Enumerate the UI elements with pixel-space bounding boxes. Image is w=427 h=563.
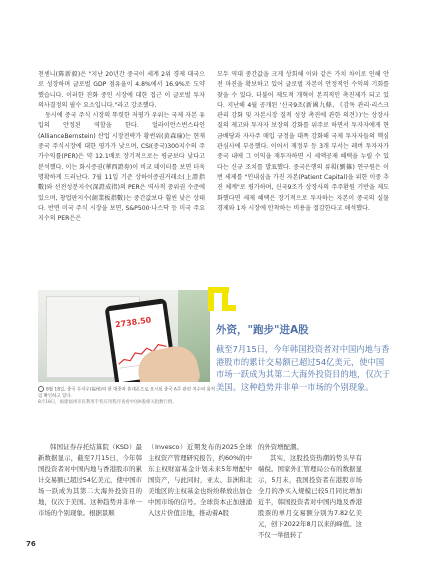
decoration-bar (228, 305, 236, 311)
chinese-text-column-3 (258, 442, 362, 541)
camera-icon (38, 386, 44, 392)
chinese-paragraph: 韩国证券存托结算院（KSD）最新数据显示，截至7月15日，今年韩国投资者对中国内地与香港股市的累计交易额已超过54亿美元，使中国市场一跃成为其第二大海外投资目的地，仅次于美国。这种趋势并非单一市场的个别现象。根据景顺 (38, 443, 142, 517)
caption-korean: 8월 18일, 중국 푸저우(福州)의 한 대중과 휴대폰으로 표시된 중국 A주 관련 지수의 움직임 확인하고 있다. (38, 387, 215, 399)
chinese-paragraph: 的外资增配潮。 (258, 443, 303, 451)
chinese-text-column-1 (38, 442, 142, 519)
chinese-paragraph: （Invesco）近期发布的2025全球主权资产管理研究报告，约60%的中东主权财富基金计划未来5年增配中国资产，与此同时，亚太、非洲和北美地区的主权基金也纷纷释放出加仓中国市场的信号。全球资本正加速涌入这片价值洼地，推动着A股 (148, 443, 252, 517)
korean-text-column-right (217, 70, 389, 280)
chinese-text-column-2 (148, 442, 252, 519)
decoration-bar (208, 287, 214, 311)
korean-paragraph: 모두 역대 중간값을 크게 상회해 이와 같은 가치 차이로 인해 안전 마진을 확보하고 있어 글로벌 자본이 안정적인 수익의 기회를 찾을 수 있다. 더불어 제도적 개혁이 본격적인 촉진제가 되고 있다. 지난해 4월 공개된 '신국9조(新國九條, 《감독 관리·리스크 관리 강화 및 자본시장 질적 성장 촉진에 관한 의견》)'는 상장사 질의 제고와 투자자 보장의 강화를 위주로 하면서 투자자에게 현금배당과 자사주 매입 규정을 대폭 강화해 국제 투자자들의 핵심 관심사에 부응했다. 이어서 재정부 등 3개 부서는 레버 투자자가 중국 내에 그 이익을 재투자하면 시 세액공제 혜택을 누릴 수 있다는 신규 조치를 발표했다. 중국은행의 류훠(劉篠) 연구원은 이번 세제를 "인내심을 가진 자본(Patient Capital)을 위한 이중 추진 체계"로 평가하며, 신국9조가 상장사의 주주환원 기반을 제도화했다면 세제 혜택은 장기적으로 투자하는 자본이 중국의 실물경제와 1차 시장에 안착하는 비용을 절감한다고 해석했다. (217, 71, 389, 212)
photo-caption (38, 386, 218, 406)
caption-chinese: 8月18日，福建福州市民利用手机应用程序查看中国A股相关指数行情。 (38, 399, 177, 405)
stock-app-photo (38, 290, 210, 382)
page-number: 76 (26, 540, 36, 548)
pull-quote: 截至7月15日，今年韩国投资者对中国内地与香港股市的累计交易额已超过54亿美元，使中国市场一跃成为其第二大海外投资目的地，仅次于美国。这种趋势并非单一市场的个别现象。 (216, 344, 391, 392)
korean-paragraph: 천센니(陈新毅)은 "지난 20년간 중국이 세계 2위 경제 대국으로 성장하며 글로벌 GDP 점유율이 4.8%에서 16.9%로 도약했습니다. 이러한 진화 중인 시장에 대한 접근 이 글로벌 투자 의사결정의 필수 요소입니다."라고 강조했다. (38, 71, 205, 109)
chinese-paragraph: 其实，这股投资热潮的势头早有端倪。国家外汇管理局公布的数据显示，5月末，我国投资者在港股市场全月的净买入规模已较5月同比增加近半，韩国投资者对中国内地及香港股票的单月交易额分别为7.82亿美元，创下2022年8月以来的峰值。这不仅一举扭转了 (258, 454, 362, 539)
section-subtitle: 外资，"跑步"进A股 (216, 324, 309, 336)
phone-price: 2738.50 (114, 315, 152, 330)
korean-text-column-left (38, 70, 205, 280)
korean-paragraph: 동시에 중국 주식 시장의 뚜렷한 저평가 우위는 국제 자본 유입의 안정된 역할을 한다. 얼라이언스번스타인(AllianceBernstein) 산업 시장전략가 황썬위(黄森瑜)는 현재 중국 주식시장에 대한 평가가 낮으며, CSI(중국)300지수의 주가수익률(PER)은 약 12.1배로 장기적으로는 평균보다 낮다고 분석했다. 이는 화시증권(華西證券)이 비교 데이터를 보면 더욱 명확하게 드러난다. 7월 11일 기준 상하이증권거래소(上證指數)와 선전성분지수(深證成指)의 PER은 역사적 중위권 수준에 있으며, 창업판지수(創業板指數)는 중간값보다 훨씬 낮은 상태다. 반면 미국 주식 시장을 보면, S&P500·나스닥 등 미국 주요 지수의 PER은은 (38, 112, 205, 223)
